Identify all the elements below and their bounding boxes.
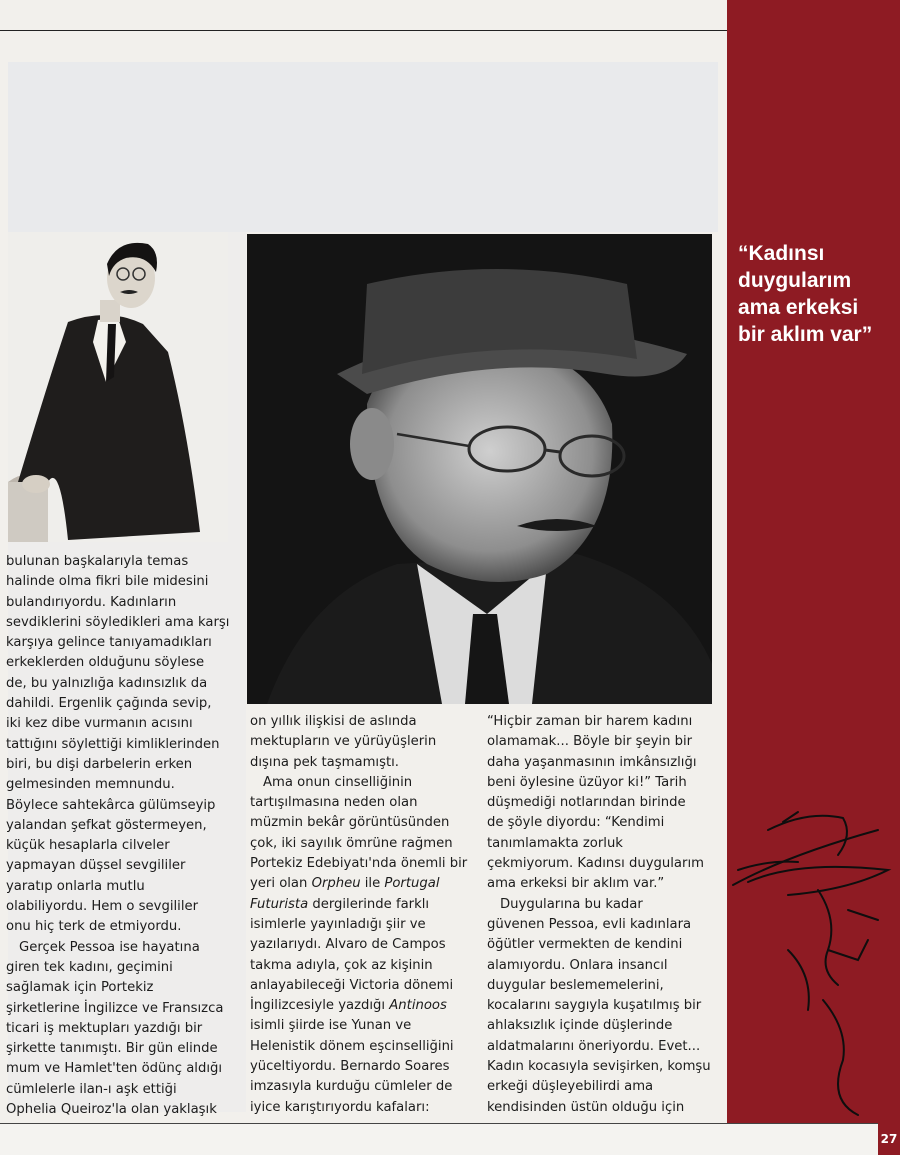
column-1-line: karşıya gelince tanıyamadıkları bbox=[6, 635, 212, 651]
column-3-line: öğütler vermekten de kendini bbox=[487, 937, 683, 953]
standing-portrait-photo bbox=[8, 232, 228, 542]
portrait-man-hat-glasses-icon bbox=[247, 234, 712, 704]
column-3-line: duygular beslememelerini, bbox=[487, 977, 664, 993]
line-drawing-man-in-hat-icon bbox=[728, 800, 898, 1120]
column-2-line: takma adıyla, çok az kişinin bbox=[250, 957, 433, 973]
column-1-line: iki kez dibe vurmanın acısını bbox=[6, 716, 193, 732]
article-column-3 bbox=[487, 712, 715, 1118]
column-1-line: şirketlerine İngilizce ve Fransızca bbox=[6, 1000, 224, 1016]
column-3-line: alamıyordu. Onlara insancıl bbox=[487, 957, 668, 973]
column-2-line: müzmin bekâr görüntüsünden bbox=[250, 815, 450, 831]
column-1-line: sevdiklerini söyledikleri ama karşı bbox=[6, 614, 230, 630]
column-1-line: tattığını söylettiği kimliklerinden bbox=[6, 736, 220, 752]
text-run: İngilizcesiyle yazdığı bbox=[250, 998, 390, 1014]
column-1-line: onu hiç terk de etmiyordu. bbox=[6, 919, 182, 935]
column-1-line: yalandan şefkat göstermeyen, bbox=[6, 817, 207, 833]
column-1-line: bulunan başkalarıyla temas bbox=[6, 554, 189, 569]
column-1-line: Böylece sahtekârca gülümseyip bbox=[6, 797, 216, 813]
text-run: yeri olan bbox=[250, 876, 312, 892]
column-3-line: tanımlamakta zorluk bbox=[487, 835, 623, 851]
poem-title-antinoos: Antinoos bbox=[389, 998, 447, 1014]
column-2-line: isimli şiirde ise Yunan ve bbox=[250, 1018, 412, 1034]
column-3-line: “Hiçbir zaman bir harem kadını bbox=[487, 714, 693, 729]
column-2-line: dışına pek taşmamıştı. bbox=[250, 754, 399, 770]
column-1-line: yapmayan düşsel sevgililer bbox=[6, 858, 186, 874]
portrait-standing-man-icon bbox=[8, 232, 228, 542]
column-2-line bbox=[250, 895, 478, 915]
column-1-line: cümlelerle ilan-ı aşk ettiği bbox=[6, 1081, 177, 1097]
column-3-line: ama erkeksi bir aklım var.” bbox=[487, 876, 665, 892]
magazine-title-portugal: Portugal bbox=[384, 876, 440, 892]
column-3-line: çekmiyorum. Kadınsı duygularım bbox=[487, 856, 704, 872]
article-column-2 bbox=[250, 712, 478, 1118]
column-2-line: Ama onun cinselliğinin bbox=[263, 774, 413, 790]
footer-strip bbox=[0, 1123, 878, 1155]
column-2-line: tartışılmasına neden olan bbox=[250, 795, 418, 811]
column-2-line bbox=[250, 874, 478, 894]
column-2-line bbox=[250, 996, 478, 1016]
column-1-line: olabiliyordu. Hem o sevgililer bbox=[6, 899, 199, 915]
column-3-line: kendisinden üstün olduğu için bbox=[487, 1099, 685, 1115]
column-3-line: düşmediği notlarından birinde bbox=[487, 795, 686, 811]
closeup-portrait-photo bbox=[247, 234, 712, 704]
column-1-line: erkeklerden olduğunu söylese bbox=[6, 655, 205, 671]
text-run: ile bbox=[360, 876, 385, 892]
column-2-line: yüceltiyordu. Bernardo Soares bbox=[250, 1059, 450, 1075]
pull-quote-line: ama erkeksi bbox=[738, 296, 859, 319]
column-1-line: Gerçek Pessoa ise hayatına bbox=[19, 939, 200, 955]
magazine-title-futurista: Futurista bbox=[250, 896, 309, 912]
page-number: 27 bbox=[878, 1123, 900, 1155]
column-1-line: gelmesinden memnundu. bbox=[6, 777, 175, 793]
column-3-line: olamamak... Böyle bir şeyin bir bbox=[487, 734, 693, 750]
column-2-line: on yıllık ilişkisi de aslında bbox=[250, 714, 417, 729]
column-2-line: yazılarıydı. Alvaro de Campos bbox=[250, 937, 446, 953]
column-2-line: isimlerle yayınladığı şiir ve bbox=[250, 916, 426, 932]
column-2-line: Helenistik dönem eşcinselliğini bbox=[250, 1038, 454, 1054]
column-3-line: daha yaşanmasının imkânsızlığı bbox=[487, 754, 697, 770]
text-run: dergilerinde farklı bbox=[308, 896, 430, 912]
column-3-line: de şöyle diyordu: “Kendimi bbox=[487, 815, 665, 831]
column-1-line: biri, bu dişi darbelerin erken bbox=[6, 756, 193, 772]
column-1-line: mum ve Hamlet'ten ödünç aldığı bbox=[6, 1061, 223, 1077]
column-3-line: güvenen Pessoa, evli kadınlara bbox=[487, 916, 692, 932]
column-1-line: halinde olma fikri bile midesini bbox=[6, 574, 209, 590]
sketch-drawing bbox=[728, 800, 898, 1120]
column-1-line: bulandırıyordu. Kadınların bbox=[6, 594, 177, 610]
column-1-line: giren tek kadını, geçimini bbox=[6, 959, 173, 975]
column-2-line: imzasıyla kurduğu cümleler de bbox=[250, 1079, 453, 1095]
column-2-line: mektupların ve yürüyüşlerin bbox=[250, 734, 437, 750]
top-rule bbox=[0, 30, 727, 31]
background-bleed-top bbox=[8, 62, 718, 232]
column-1-line: şirkette tanımıştı. Bir gün elinde bbox=[6, 1041, 218, 1057]
column-2-line: iyice karıştırıyordu kafaları: bbox=[250, 1099, 430, 1115]
magazine-title-orpheu: Orpheu bbox=[311, 876, 361, 892]
pull-quote bbox=[738, 240, 896, 348]
pull-quote-line: bir aklım var” bbox=[738, 323, 873, 346]
column-3-line: ahlaksızlık içinde düşlerinde bbox=[487, 1018, 673, 1034]
column-3-line: kocalarını saygıyla kuşatılmış bir bbox=[487, 998, 702, 1014]
article-column-1 bbox=[6, 552, 242, 1120]
pull-quote-line: duygularım bbox=[738, 269, 852, 292]
column-1-line: dahildi. Ergenlik çağında sevip, bbox=[6, 696, 212, 712]
bottom-rule bbox=[0, 1123, 878, 1124]
column-2-line: anlayabileceği Victoria dönemi bbox=[250, 977, 454, 993]
column-1-line: ticari iş mektupları yazdığı bir bbox=[6, 1020, 203, 1036]
column-1-line: yaratıp onlarla mutlu bbox=[6, 878, 145, 894]
column-1-line: de, bu yalnızlığa kadınsızlık da bbox=[6, 675, 208, 691]
column-3-line: beni öylesine üzüyor ki!” Tarih bbox=[487, 774, 687, 790]
column-3-line: aldatmalarını öneriyordu. Evet... bbox=[487, 1038, 701, 1054]
column-1-line: Ophelia Queiroz'la olan yaklaşık bbox=[6, 1102, 217, 1118]
column-3-line: erkeği düşleyebilirdi ama bbox=[487, 1079, 654, 1095]
column-2-line: Portekiz Edebiyatı'nda önemli bir bbox=[250, 856, 468, 872]
column-3-line: Duygularına bu kadar bbox=[500, 896, 643, 912]
column-1-line: küçük hesaplarla cilveler bbox=[6, 838, 170, 854]
column-2-line: çok, iki sayılık ömrüne rağmen bbox=[250, 835, 453, 851]
column-3-line: Kadın kocasıyla sevişirken, komşu bbox=[487, 1059, 711, 1075]
column-1-line: sağlamak için Portekiz bbox=[6, 980, 154, 996]
pull-quote-line: “Kadınsı bbox=[738, 242, 825, 265]
